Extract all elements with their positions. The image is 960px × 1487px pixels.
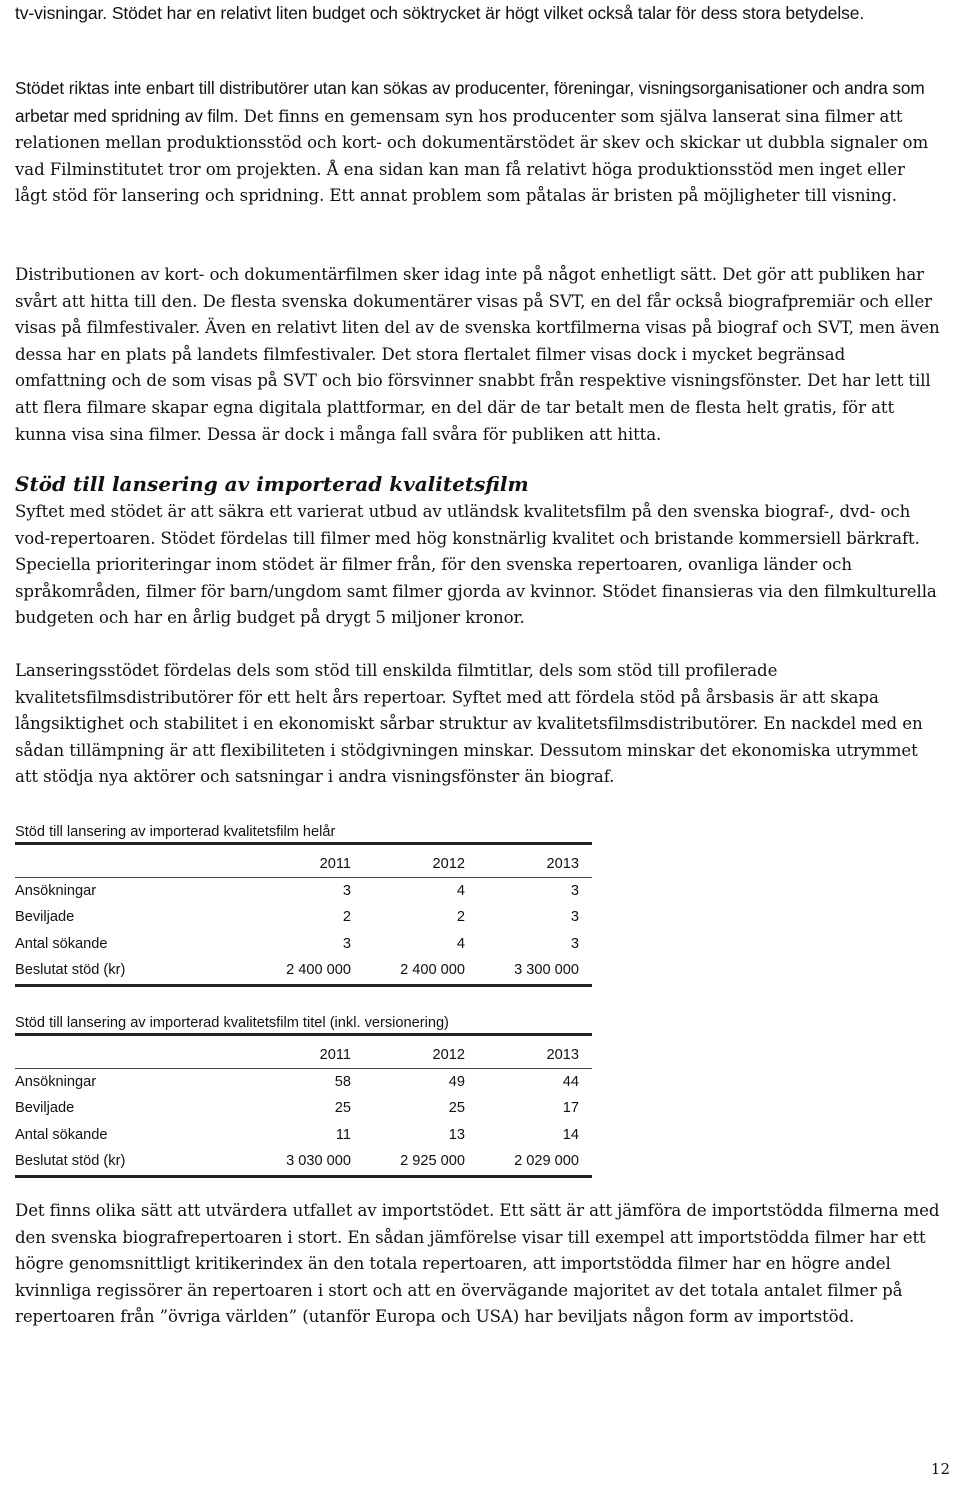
cell: 14 [562, 1126, 579, 1143]
cell: 2 029 000 [514, 1153, 579, 1170]
cell: 2 400 000 [400, 962, 465, 979]
cell: 2 [342, 909, 351, 926]
cell: 2 925 000 [400, 1153, 465, 1170]
table-header-blank [15, 851, 235, 877]
section-heading: Stöd till lansering av importerad kvalitetsfilm [15, 472, 529, 496]
table-header-year: 2012 [432, 1047, 465, 1063]
cell: 3 300 000 [514, 962, 579, 979]
table-header-year: 2013 [546, 856, 579, 872]
cell: 3 [342, 883, 351, 899]
cell: 2 400 000 [286, 962, 351, 979]
table-row [15, 1122, 592, 1148]
table-row [15, 1148, 592, 1177]
row-label: Beviljade [15, 1100, 75, 1117]
cell: 3 [570, 883, 579, 899]
row-label: Ansökningar [15, 883, 97, 899]
table-header-row [15, 1042, 592, 1069]
row-label: Antal sökande [15, 935, 108, 952]
row-label: Ansökningar [15, 1074, 97, 1090]
paragraph-lead: tv-visningar. Stödet har en relativt liten budget och söktrycket är högt vilket också talar för dess stora betydelse. [15, 3, 865, 23]
page-number: 12 [930, 1460, 950, 1478]
cell: 13 [448, 1126, 465, 1143]
cell: 4 [456, 883, 465, 899]
paragraph-distribution-support-serif: Det finns en gemensam syn hos producenter som själva lanserat sina filmer att relationen mellan produktionsstöd och kort- och dokumentärstödet är skev och skickar ut dubbla signaler om vad Filminstitutet tror om projekten. Å ena sidan kan man få relativt höga produktionsstöd men inget eller lågt stöd för lansering och spridning. Ett annat problem som påtalas är bristen på möjligheter till visning. [15, 106, 929, 206]
cell: 44 [562, 1074, 579, 1090]
table-title-support [15, 1013, 592, 1178]
cell: 3 [570, 909, 579, 926]
paragraph-distribution-support-sans: Stödet riktas inte enbart till distributörer utan kan sökas av producenter, föreningar, visningsorganisationer och andra som arbetar med spridning av film. [15, 78, 925, 126]
table-header-blank [15, 1042, 235, 1068]
cell: 25 [334, 1100, 351, 1117]
table-header-year: 2013 [546, 1047, 579, 1063]
cell: 2 [456, 909, 465, 926]
cell: 58 [334, 1074, 351, 1090]
paragraph-distribution-current: Distributionen av kort- och dokumentärfilmen sker idag inte på något enhetligt sätt. Det gör att publiken har svårt att hitta till den. De flesta svenska dokumentärer visas på SVT, en del får också biografpremiär och eller visas på filmfestivaler. Även en relativt liten del av de svenska kortfilmerna visas på biograf och SVT, men även dessa har en plats på landets filmfestivaler. Det stora flertalet filmer visas dock i mycket begränsad omfattning och de som visas på SVT och bio försvinner snabbt från respektive visningsfönster. Det har lett till att flera filmare skapar egna digitala plattformar, en del där de tar betalt men de flesta helt gratis, för att kunna visa sina filmer. Dessa är dock i många fall svåra för publiken att hitta. [15, 265, 940, 444]
cell: 3 [342, 935, 351, 952]
table-row [15, 878, 592, 904]
cell: 11 [335, 1126, 351, 1143]
table-header-row [15, 851, 592, 878]
paragraph-distribution-support [15, 75, 940, 210]
cell: 17 [562, 1100, 579, 1117]
cell: 25 [448, 1100, 465, 1117]
cell: 3 030 000 [286, 1153, 351, 1170]
paragraph-purpose: Syftet med stödet är att säkra ett varierat utbud av utländsk kvalitetsfilm på den svenska biograf-, dvd- och vod-repertoaren. Stödet fördelas till filmer med hög konstnärlig kvalitet och bristande kommersiell bärkraft. Speciella prioriteringar inom stödet är filmer från, för den svenska repertoaren, ovanliga länder och språkområden, filmer för barn/ungdom samt filmer gjorda av kvinnor. Stödet finansieras via den filmkulturella budgeten och har en årlig budget på drygt 5 miljoner kronor. [15, 502, 937, 628]
table-row [15, 1069, 592, 1095]
cell: 49 [448, 1074, 465, 1090]
row-label: Beviljade [15, 909, 75, 926]
paragraph-launch-support: Lanseringsstödet fördelas dels som stöd till enskilda filmtitlar, dels som stöd till profilerade kvalitetsfilmsdistributörer för ett helt års repertoar. Syftet med att fördela stöd på årsbasis är att skapa långsiktighet och stabilitet i en ekonomiskt sårbar struktur av kvalitetsfilmsdistributörer. En nackdel med en sådan tillämpning är att flexibiliteten i stödgivningen minskar. Dessutom minskar det ekonomiska utrymmet att stödja nya aktörer och satsningar i andra visningsfönster än biograf. [15, 661, 923, 787]
table-header-year: 2011 [319, 856, 351, 872]
table-row [15, 931, 592, 957]
table-row [15, 904, 592, 930]
cell: 4 [456, 935, 465, 952]
table-row [15, 1095, 592, 1121]
table-row [15, 957, 592, 986]
row-label: Beslutat stöd (kr) [15, 962, 126, 979]
table-title: Stöd till lansering av importerad kvalitetsfilm titel (inkl. versionering) [15, 1013, 592, 1036]
row-label: Beslutat stöd (kr) [15, 1153, 126, 1170]
table-title: Stöd till lansering av importerad kvalitetsfilm helår [15, 822, 592, 845]
table-header-year: 2012 [432, 856, 465, 872]
cell: 3 [570, 935, 579, 952]
table-header-year: 2011 [319, 1047, 351, 1063]
row-label: Antal sökande [15, 1126, 108, 1143]
table-annual-support [15, 822, 592, 987]
paragraph-evaluation: Det finns olika sätt att utvärdera utfallet av importstödet. Ett sätt är att jämföra de importstödda filmerna med den svenska biografrepertoaren i stort. En sådan jämförelse visar till exempel att importstödda filmer har ett högre genomsnittligt kritikerindex än den totala repertoaren, att importstödda filmer har en högre andel kvinnliga regissörer än repertoaren i stort och att en övervägande majoritet av det totala antalet filmer på repertoaren från ”övriga världen” (utanför Europa och USA) har beviljats någon form av importstöd. [15, 1201, 940, 1327]
